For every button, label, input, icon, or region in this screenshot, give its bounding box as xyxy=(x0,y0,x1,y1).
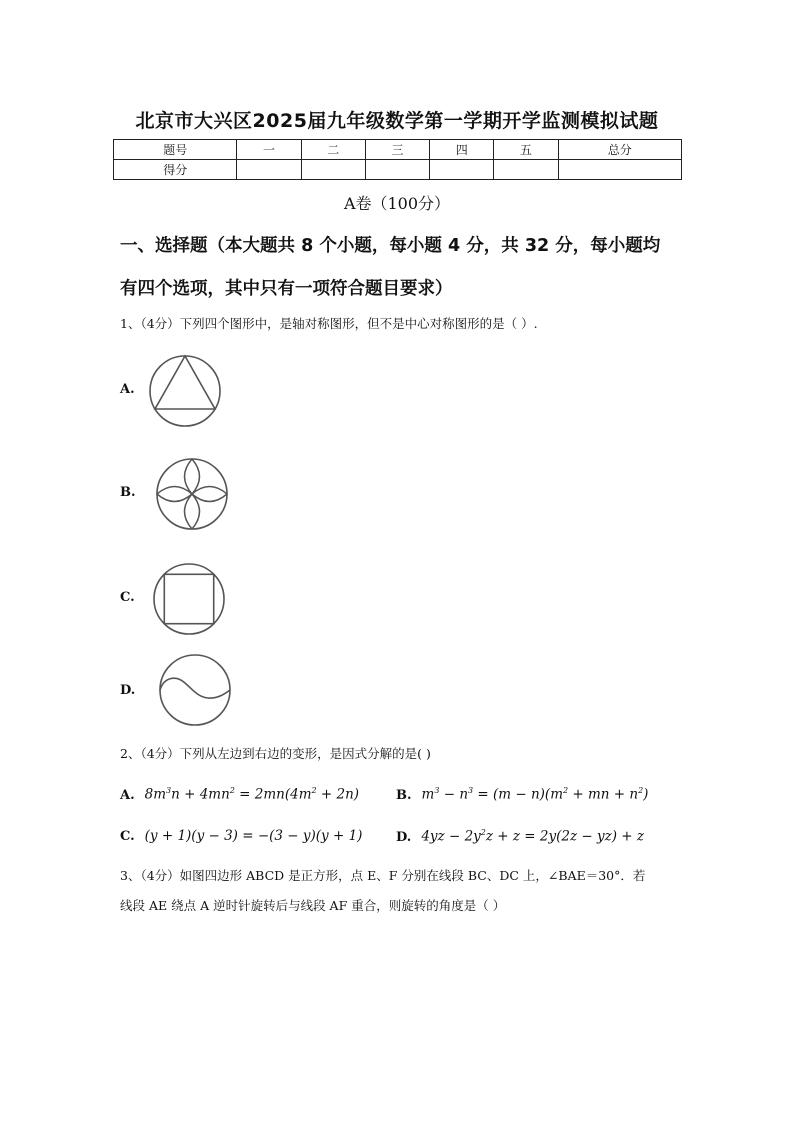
question-2-text: 2、（4分）下列从左边到右边的变形，是因式分解的是( ) xyxy=(120,746,431,761)
score-cell xyxy=(301,160,365,180)
q2-option-c: C. (y + 1)(y − 3) = −(3 − y)(y + 1) xyxy=(120,828,363,844)
q1-figure-c-circle-square xyxy=(152,562,226,636)
q1-option-c-label: C. xyxy=(120,590,135,605)
page-title: 北京市大兴区2025届九年级数学第一学期开学监测模拟试题 xyxy=(135,110,659,132)
score-header-cell: 总分 xyxy=(558,140,681,160)
q2-option-d: D. $4yz - 2y^2z + z = 2y(2z - yz) + z$ xyxy=(396,828,644,845)
score-table xyxy=(113,139,682,180)
q1-option-d-label: D. xyxy=(120,683,136,698)
q1-option-a-label: A. xyxy=(120,382,135,397)
q2-option-d-label: D. xyxy=(396,829,412,845)
score-row-label: 得分 xyxy=(114,160,237,180)
part1-heading-line1: 一、选择题（本大题共 8 个小题，每小题 4 分，共 32 分，每小题均 xyxy=(120,236,661,256)
q1-figure-a-circle-triangle xyxy=(148,354,222,428)
q1-option-b-label: B. xyxy=(120,485,136,500)
q2-option-b-label: B. xyxy=(396,787,412,803)
score-cell xyxy=(237,160,301,180)
q1-figure-b-circle-petals xyxy=(155,457,229,531)
question-3-line2: 线段 AE 绕点 A 逆时针旋转后与线段 AF 重合，则旋转的角度是（ ） xyxy=(120,898,506,913)
score-header-cell: 三 xyxy=(365,140,429,160)
score-cell xyxy=(365,160,429,180)
score-table-header-row xyxy=(114,140,682,160)
score-header-cell: 五 xyxy=(494,140,558,160)
question-1-text: 1、（4分）下列四个图形中，是轴对称图形，但不是中心对称图形的是（ ）. xyxy=(120,316,538,331)
score-cell xyxy=(494,160,558,180)
score-header-cell: 二 xyxy=(301,140,365,160)
q2-option-b: B. $m^3 - n^3 = (m - n)(m^2$ + mn + $n^2$) xyxy=(396,786,649,803)
score-cell xyxy=(558,160,681,180)
score-cell xyxy=(430,160,494,180)
q2-option-c-label: C. xyxy=(120,829,135,844)
q2-option-a-label: A. xyxy=(120,787,135,803)
score-table-score-row xyxy=(114,160,682,180)
score-header-cell: 题号 xyxy=(114,140,237,160)
score-header-cell: 四 xyxy=(430,140,494,160)
q2-option-a: A. $8m^3n + 4mn^2 = 2mn(4m^2 + 2n)$ xyxy=(120,786,360,803)
part1-heading-line2: 有四个选项，其中只有一项符合题目要求） xyxy=(120,279,453,299)
score-header-cell: 一 xyxy=(237,140,301,160)
section-a-title: A卷（100分） xyxy=(343,194,451,213)
question-3-line1: 3、（4分）如图四边形 ABCD 是正方形，点 E、F 分别在线段 BC、DC 上，∠BAE＝30°．若 xyxy=(120,868,646,883)
q1-figure-d-circle-s-curve xyxy=(156,653,232,727)
